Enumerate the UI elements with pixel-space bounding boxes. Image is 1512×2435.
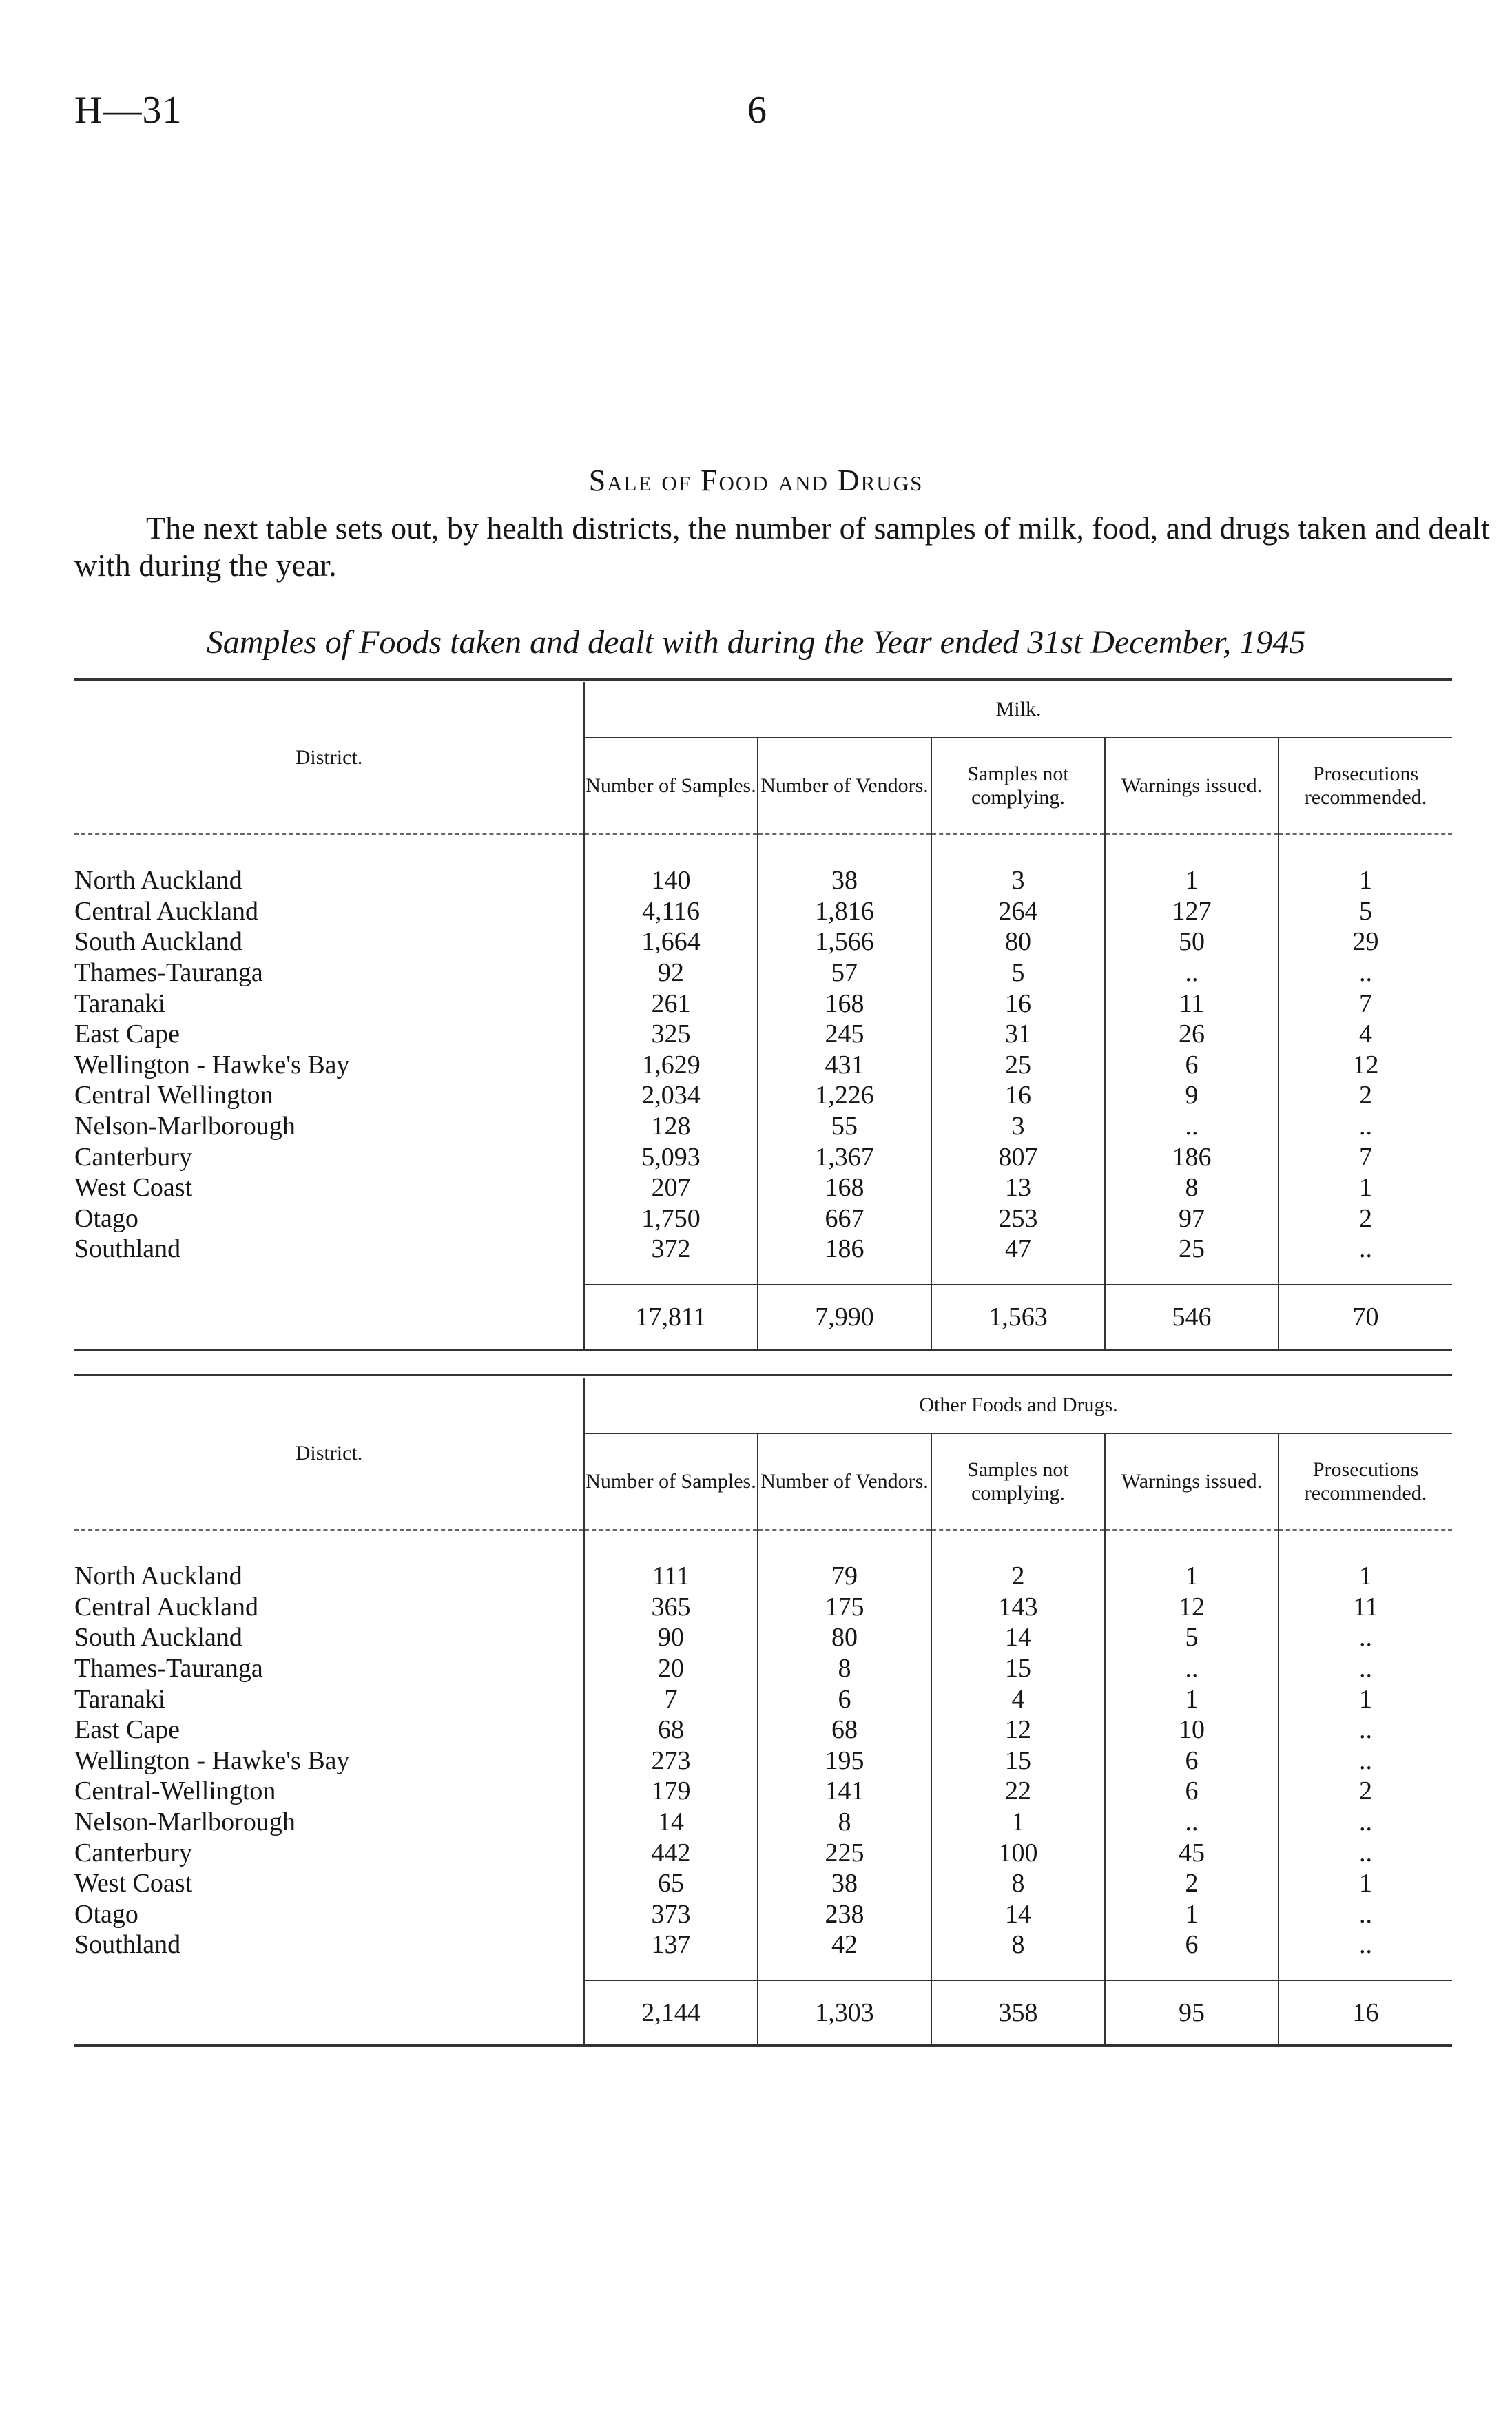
value-cell: 20 — [584, 1653, 758, 1684]
district-header: District. — [74, 1378, 584, 1530]
table-row — [74, 1807, 1452, 1838]
value-cell: .. — [1278, 1234, 1452, 1265]
value-cell: 1,664 — [584, 926, 758, 957]
column-header: Prosecutions recommended. — [1278, 738, 1452, 834]
value-cell: 207 — [584, 1172, 758, 1203]
value-cell: 137 — [584, 1929, 758, 1960]
value-cell: 1 — [1278, 865, 1452, 896]
district-name: West Coast — [74, 1869, 193, 1898]
page-reference: H—31 — [74, 89, 183, 132]
value-cell: 5 — [931, 957, 1105, 988]
value-cell: 31 — [931, 1019, 1105, 1050]
intro-paragraph: The next table sets out, by health districts, the number of samples of milk, food, and drugs taken and dealt with during the year. — [74, 510, 1490, 583]
table-row — [74, 1683, 1452, 1714]
value-cell: 55 — [758, 1111, 931, 1142]
district-name: East Cape — [74, 1019, 180, 1049]
table-row — [74, 1899, 1452, 1930]
table-row — [74, 1776, 1452, 1807]
value-cell: 47 — [931, 1234, 1105, 1265]
value-cell: 238 — [758, 1899, 931, 1930]
value-cell: 11 — [1105, 988, 1278, 1019]
district-name: Canterbury — [74, 1838, 192, 1867]
value-cell: 25 — [931, 1050, 1105, 1081]
total-cell: 1,303 — [758, 1980, 931, 2046]
value-cell: 13 — [931, 1172, 1105, 1203]
value-cell: 143 — [931, 1592, 1105, 1623]
total-cell: 16 — [1278, 1980, 1452, 2046]
value-cell: 100 — [931, 1837, 1105, 1868]
value-cell: 442 — [584, 1837, 758, 1868]
value-cell: 1 — [1278, 1172, 1452, 1203]
value-cell: 68 — [758, 1714, 931, 1745]
column-header: Prosecutions recommended. — [1278, 1433, 1452, 1530]
column-header: Number of Samples. — [584, 738, 758, 834]
table-row — [74, 1745, 1452, 1776]
total-cell: 1,563 — [931, 1285, 1105, 1350]
value-cell: 22 — [931, 1776, 1105, 1807]
other-foods-drugs-table — [74, 1378, 1452, 2047]
column-header: Samples not complying. — [931, 1433, 1105, 1530]
district-name: Otago — [74, 1899, 138, 1929]
table-row — [74, 1080, 1452, 1111]
table-row — [74, 865, 1452, 896]
value-cell: 6 — [1105, 1745, 1278, 1776]
value-cell: 45 — [1105, 1837, 1278, 1868]
value-cell: 1 — [931, 1807, 1105, 1838]
value-cell: 25 — [1105, 1234, 1278, 1265]
value-cell: 1,816 — [758, 896, 931, 927]
value-cell: 2 — [1278, 1203, 1452, 1234]
value-cell: 1,226 — [758, 1080, 931, 1111]
total-cell: 7,990 — [758, 1285, 931, 1350]
district-name: Wellington - Hawke's Bay — [74, 1050, 350, 1079]
value-cell: 4 — [1278, 1019, 1452, 1050]
value-cell: .. — [1278, 1807, 1452, 1838]
value-cell: 5,093 — [584, 1141, 758, 1172]
value-cell: 2 — [931, 1561, 1105, 1592]
value-cell: 42 — [758, 1929, 931, 1960]
total-cell: 546 — [1105, 1285, 1278, 1350]
section-heading: Sale of Food and Drugs — [588, 464, 924, 497]
value-cell: 111 — [584, 1561, 758, 1592]
value-cell: 90 — [584, 1622, 758, 1653]
totals-row — [74, 1285, 1452, 1350]
value-cell: 97 — [1105, 1203, 1278, 1234]
other-foods-group-header: Other Foods and Drugs. — [584, 1378, 1452, 1433]
district-name: South Auckland — [74, 1623, 242, 1652]
table-top-rule — [74, 678, 1452, 681]
value-cell: 12 — [1105, 1592, 1278, 1623]
value-cell: 12 — [931, 1714, 1105, 1745]
table-caption: Samples of Foods taken and dealt with during the Year ended 31st December, 1945 — [206, 624, 1306, 661]
value-cell: 80 — [758, 1622, 931, 1653]
value-cell: 4,116 — [584, 896, 758, 927]
value-cell: .. — [1105, 957, 1278, 988]
value-cell: 141 — [758, 1776, 931, 1807]
table-row — [74, 988, 1452, 1019]
value-cell: .. — [1278, 957, 1452, 988]
total-cell: 95 — [1105, 1980, 1278, 2046]
value-cell: 372 — [584, 1234, 758, 1265]
district-name: North Auckland — [74, 1562, 242, 1591]
district-name: Central Auckland — [74, 896, 258, 926]
table-row — [74, 1561, 1452, 1592]
value-cell: 8 — [931, 1868, 1105, 1899]
value-cell: 1,629 — [584, 1050, 758, 1081]
table-row — [74, 1111, 1452, 1142]
value-cell: 1,367 — [758, 1141, 931, 1172]
value-cell: 253 — [931, 1203, 1105, 1234]
table-row — [74, 957, 1452, 988]
value-cell: 667 — [758, 1203, 931, 1234]
value-cell: 14 — [931, 1622, 1105, 1653]
value-cell: 179 — [584, 1776, 758, 1807]
table-row — [74, 1019, 1452, 1050]
value-cell: .. — [1105, 1111, 1278, 1142]
district-name: Thames-Tauranga — [74, 958, 263, 988]
district-header: District. — [74, 682, 584, 834]
value-cell: .. — [1278, 1714, 1452, 1745]
milk-group-header: Milk. — [584, 682, 1452, 738]
column-header: Number of Vendors. — [758, 738, 931, 834]
value-cell: 1 — [1105, 865, 1278, 896]
value-cell: 8 — [931, 1929, 1105, 1960]
value-cell: .. — [1105, 1653, 1278, 1684]
value-cell: 186 — [758, 1234, 931, 1265]
district-name: East Cape — [74, 1715, 180, 1745]
value-cell: 168 — [758, 1172, 931, 1203]
value-cell: 50 — [1105, 926, 1278, 957]
column-header: Warnings issued. — [1105, 1433, 1278, 1530]
value-cell: .. — [1278, 1745, 1452, 1776]
value-cell: 68 — [584, 1714, 758, 1745]
value-cell: 3 — [931, 1111, 1105, 1142]
value-cell: 140 — [584, 865, 758, 896]
value-cell: 1 — [1105, 1561, 1278, 1592]
value-cell: 365 — [584, 1592, 758, 1623]
column-header: Warnings issued. — [1105, 738, 1278, 834]
value-cell: 325 — [584, 1019, 758, 1050]
total-cell: 358 — [931, 1980, 1105, 2046]
table-row — [74, 896, 1452, 927]
value-cell: 261 — [584, 988, 758, 1019]
value-cell: 1,566 — [758, 926, 931, 957]
value-cell: 11 — [1278, 1592, 1452, 1623]
value-cell: 80 — [931, 926, 1105, 957]
table-row — [74, 1714, 1452, 1745]
district-name: Central-Wellington — [74, 1776, 276, 1806]
value-cell: 8 — [758, 1653, 931, 1684]
table-row — [74, 1929, 1452, 1960]
table-row — [74, 1622, 1452, 1653]
value-cell: 373 — [584, 1899, 758, 1930]
value-cell: 264 — [931, 896, 1105, 927]
value-cell: 8 — [758, 1807, 931, 1838]
total-cell: 70 — [1278, 1285, 1452, 1350]
value-cell: 1,750 — [584, 1203, 758, 1234]
table-row — [74, 1203, 1452, 1234]
value-cell: 12 — [1278, 1050, 1452, 1081]
value-cell: 186 — [1105, 1141, 1278, 1172]
district-name: Nelson-Marlborough — [74, 1807, 296, 1837]
district-name: Taranaki — [74, 1684, 166, 1714]
table-divider-rule — [74, 1374, 1452, 1376]
value-cell: 175 — [758, 1592, 931, 1623]
table-row — [74, 1653, 1452, 1684]
page-number: 6 — [747, 89, 767, 132]
value-cell: 16 — [931, 1080, 1105, 1111]
value-cell: .. — [1278, 1929, 1452, 1960]
district-name: Southland — [74, 1930, 181, 1960]
value-cell: 2 — [1278, 1080, 1452, 1111]
value-cell: 9 — [1105, 1080, 1278, 1111]
column-header: Number of Vendors. — [758, 1433, 931, 1530]
value-cell: .. — [1278, 1837, 1452, 1868]
value-cell: 7 — [1278, 1141, 1452, 1172]
value-cell: 6 — [1105, 1776, 1278, 1807]
value-cell: 38 — [758, 1868, 931, 1899]
table-row — [74, 1050, 1452, 1081]
district-name: Central Auckland — [74, 1592, 258, 1621]
table-row — [74, 1234, 1452, 1265]
value-cell: 2 — [1278, 1776, 1452, 1807]
value-cell: 15 — [931, 1745, 1105, 1776]
value-cell: 2,034 — [584, 1080, 758, 1111]
value-cell: 7 — [1278, 988, 1452, 1019]
value-cell: 16 — [931, 988, 1105, 1019]
district-name: Nelson-Marlborough — [74, 1112, 296, 1141]
value-cell: 26 — [1105, 1019, 1278, 1050]
value-cell: 2 — [1105, 1868, 1278, 1899]
value-cell: 807 — [931, 1141, 1105, 1172]
value-cell: 6 — [758, 1683, 931, 1714]
totals-row — [74, 1980, 1452, 2046]
table-row — [74, 1141, 1452, 1172]
value-cell: 65 — [584, 1868, 758, 1899]
value-cell: 225 — [758, 1837, 931, 1868]
value-cell: 57 — [758, 957, 931, 988]
value-cell: 1 — [1105, 1683, 1278, 1714]
value-cell: .. — [1278, 1653, 1452, 1684]
district-name: Southland — [74, 1234, 181, 1264]
value-cell: 195 — [758, 1745, 931, 1776]
value-cell: 14 — [931, 1899, 1105, 1930]
value-cell: 1 — [1105, 1899, 1278, 1930]
district-name: Wellington - Hawke's Bay — [74, 1745, 350, 1775]
total-cell: 17,811 — [584, 1285, 758, 1350]
value-cell: 273 — [584, 1745, 758, 1776]
district-name: Taranaki — [74, 988, 166, 1018]
value-cell: .. — [1278, 1899, 1452, 1930]
value-cell: 5 — [1278, 896, 1452, 927]
value-cell: 8 — [1105, 1172, 1278, 1203]
district-name: South Auckland — [74, 927, 242, 957]
column-header: Samples not complying. — [931, 738, 1105, 834]
value-cell: 127 — [1105, 896, 1278, 927]
district-name: Canterbury — [74, 1142, 192, 1172]
value-cell: 431 — [758, 1050, 931, 1081]
value-cell: 14 — [584, 1807, 758, 1838]
table-row — [74, 1868, 1452, 1899]
value-cell: 3 — [931, 865, 1105, 896]
district-name: Otago — [74, 1203, 138, 1233]
value-cell: 15 — [931, 1653, 1105, 1684]
value-cell: 6 — [1105, 1050, 1278, 1081]
value-cell: 29 — [1278, 926, 1452, 957]
value-cell: 6 — [1105, 1929, 1278, 1960]
value-cell: 79 — [758, 1561, 931, 1592]
value-cell: 168 — [758, 988, 931, 1019]
value-cell: 245 — [758, 1019, 931, 1050]
district-name: West Coast — [74, 1173, 193, 1203]
value-cell: .. — [1278, 1111, 1452, 1142]
value-cell: 1 — [1278, 1868, 1452, 1899]
value-cell: .. — [1278, 1622, 1452, 1653]
total-cell: 2,144 — [584, 1980, 758, 2046]
value-cell: 10 — [1105, 1714, 1278, 1745]
value-cell: 128 — [584, 1111, 758, 1142]
table-row — [74, 1592, 1452, 1623]
milk-samples-table — [74, 682, 1452, 1351]
value-cell: 1 — [1278, 1683, 1452, 1714]
value-cell: 1 — [1278, 1561, 1452, 1592]
district-name: Thames-Tauranga — [74, 1654, 263, 1683]
value-cell: 5 — [1105, 1622, 1278, 1653]
value-cell: .. — [1105, 1807, 1278, 1838]
table-row — [74, 1172, 1452, 1203]
column-header: Number of Samples. — [584, 1433, 758, 1530]
value-cell: 38 — [758, 865, 931, 896]
value-cell: 92 — [584, 957, 758, 988]
value-cell: 4 — [931, 1683, 1105, 1714]
table-row — [74, 1837, 1452, 1868]
table-row — [74, 926, 1452, 957]
value-cell: 7 — [584, 1683, 758, 1714]
district-name: Central Wellington — [74, 1081, 273, 1110]
district-name: North Auckland — [74, 866, 242, 895]
